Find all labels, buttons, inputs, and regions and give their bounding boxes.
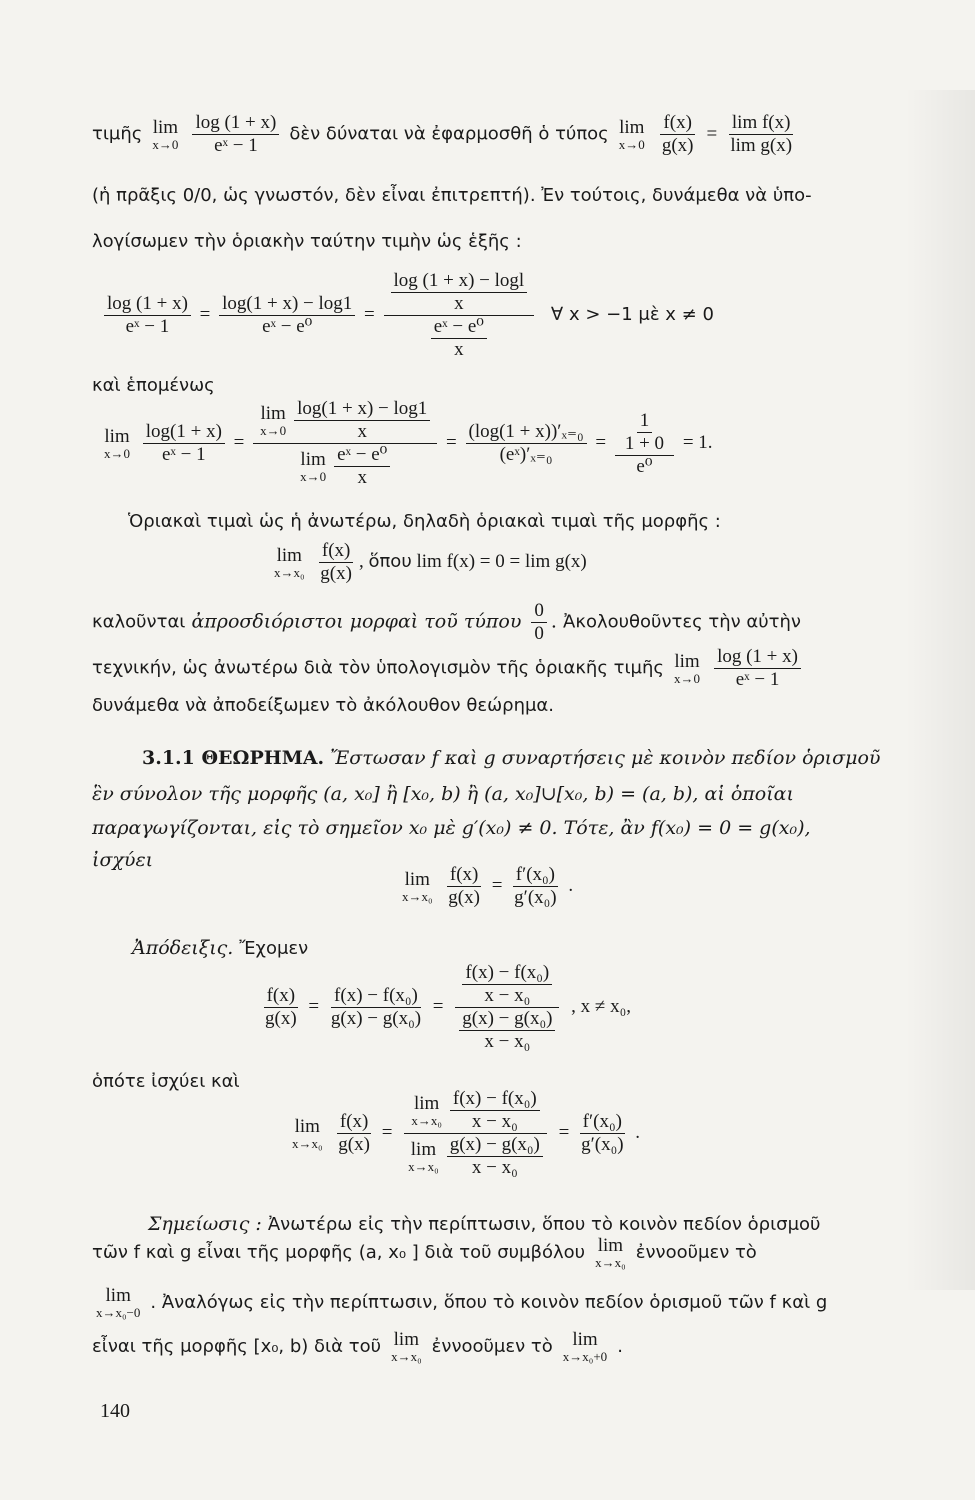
- fraction: $\frac{\log (1 + x)}{\text{eˣ − 1}}$: [192, 112, 279, 157]
- theorem-line-1: 3.1.1 ΘΕΩΡΗΜΑ. Ἔστωσαν f καὶ g συναρτήσεις μὲ κοινὸν πεδίον ὁρισμοῦ: [142, 747, 881, 769]
- note-line-2: τῶν f καὶ g εἶναι τῆς μορφῆς (a, x₀ ] διὰ τοῦ συμβόλου lim x→x₀ ἐννοοῦμεν τὸ: [92, 1235, 757, 1270]
- text-dynametha: δυνάμεθα νὰ ἀποδείξωμεν τὸ ἀκόλουθον θεώρημα.: [92, 695, 555, 716]
- equation-1: $\frac{\log (1 + x)}{\text{eˣ − 1}}$ = $\frac{\log(1 + x) - \log 1}{\text{eˣ − e⁰}}$ = $\frac{\frac{\log (1 + x) - \log l}{x}}{\frac{\text{eˣ − e⁰}}{x}}$ ∀ x > −1 μὲ x ≠ 0: [100, 270, 714, 361]
- theorem-line-3: παραγωγίζονται, εἰς τὸ σημεῖον x₀ μὲ g′(x₀) ≠ 0. Τότε, ἂν f(x₀) = 0 = g(x₀),: [92, 817, 811, 839]
- equation-3: lim x→x₀ $\frac{f(x)}{g(x)}$ , ὅπου lim f(x) = 0 = lim g(x): [274, 540, 587, 584]
- note-line-4: εἶναι τῆς μορφῆς [x₀, b) διὰ τοῦ lim x→x₀ ἐννοοῦμεν τὸ lim x→x₀+0 .: [92, 1329, 623, 1364]
- text-line-3: λογίσωμεν τὴν ὁριακὴν ταύτην τιμὴν ὡς ἑξῆς :: [92, 231, 522, 252]
- equation-6: lim x→x₀ $\frac{f(x)}{g(x)}$ = lim x→x₀ $\frac{\text{f(x) − f(x₀)}}{\text{x − x₀}}$ lim x→x₀ $\frac{\text{g(x) − g(x₀)}}{\text{x − x₀}}$ = $\frac{\text{f′(x₀)}}{\text{g′(x₀)}}$ .: [292, 1088, 641, 1178]
- text-oriakai: Ὁριακαὶ τιμαὶ ὡς ἡ ἀνωτέρω, δηλαδὴ ὁριακαὶ τιμαὶ τῆς μορφῆς :: [128, 511, 721, 532]
- text-line-2: (ἡ πρᾶξις 0/0, ὡς γνωστόν, δὲν εἶναι ἐπιτρεπτή). Ἐν τούτοις, δυνάμεθα νὰ ὑπο-: [92, 185, 812, 206]
- proof-line: Ἀπόδειξις. Ἔχομεν: [132, 937, 309, 959]
- text-kalountai: καλοῦνται ἀπροσδιόριστοι μορφαὶ τοῦ τύπου $\frac{0}{0}$ . Ἀκολουθοῦντες τὴν αὐτὴν: [92, 600, 801, 644]
- text-kai-epomenos: καὶ ἑπομένως: [92, 375, 215, 396]
- page-number: 140: [100, 1400, 130, 1422]
- note-line-3: lim x→x₀−0 . Ἀναλόγως εἰς τὴν περίπτωσιν, ὅπου τὸ κοινὸν πεδίον ὁρισμοῦ τῶν f καὶ g: [96, 1285, 828, 1320]
- equation-2: lim x→0 $\frac{\log(1 + x)}{\text{eˣ − 1}}$ = lim x→0 $\frac{\log(1 + x) - \log 1}{x}$ lim x→0 $\frac{\text{eˣ − e⁰}}{x}$ = $\frac{\text{(log(1 + x))′ₓ₌₀}}{\text{(eˣ)′ₓ₌₀}}$ = $\frac{\frac{1}{1 + 0}}{\text{e⁰}}$ = 1.: [104, 398, 713, 488]
- theorem-line-2: ἓν σύνολον τῆς μορφῆς (a, x₀] ἢ [x₀, b) ἢ (a, x₀]∪[x₀, b) = (a, b), αἱ ὁποῖαι: [92, 783, 794, 805]
- text-texnikin: τεχνικήν, ὡς ἀνωτέρω διὰ τὸν ὑπολογισμὸν τῆς ὁριακῆς τιμῆς lim x→0 $\frac{\log (1 + x)}{\text{eˣ − 1}}$: [92, 646, 922, 691]
- text-opote: ὁπότε ἰσχύει καὶ: [92, 1071, 240, 1092]
- text-line-1: τιμῆς lim x→0 $\frac{\log (1 + x)}{\text{eˣ − 1}}$ δὲν δύναται νὰ ἐφαρμοσθῆ ὁ τύπος lim x→0 $\frac{f(x)}{g(x)}$ = $\frac{\text{lim f(x)}}{\text{lim g(x)}}$: [92, 112, 793, 156]
- equation-5: $\frac{f(x)}{g(x)}$ = $\frac{\text{f(x) − f(x₀)}}{\text{g(x) − g(x₀)}}$ = $\frac{\frac{\text{f(x) − f(x₀)}}{\text{x − x₀}}}{\frac{\text{g(x) − g(x₀)}}{\text{x − x₀}}}$ , x ≠ x₀,: [265, 962, 631, 1052]
- note-line-1: Σημείωσις : Ἀνωτέρω εἰς τὴν περίπτωσιν, ὅπου τὸ κοινὸν πεδίον ὁρισμοῦ: [148, 1213, 821, 1235]
- limit: lim x→0: [152, 116, 179, 152]
- theorem-line-4: ἰσχύει: [92, 849, 154, 871]
- equation-4: lim x→x₀ $\frac{f(x)}{g(x)}$ = $\frac{\text{f′(x₀)}}{\text{g′(x₀)}}$ .: [402, 864, 574, 908]
